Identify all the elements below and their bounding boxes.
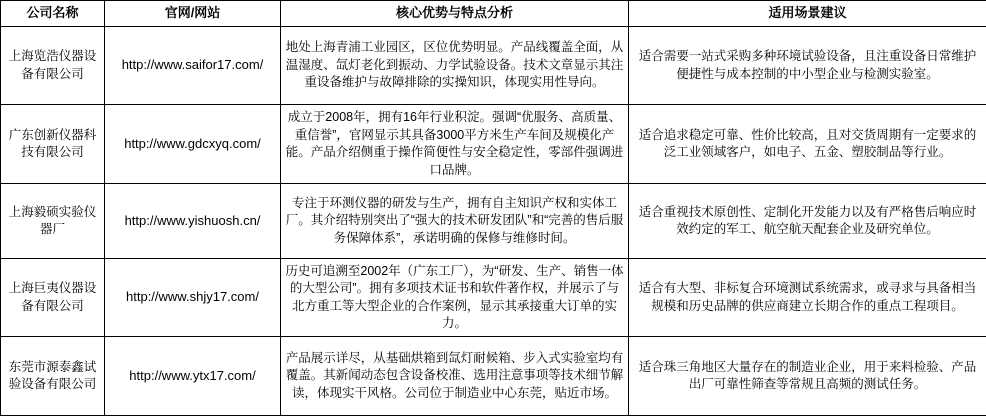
suggestion-cell: 适合珠三角地区大量存在的制造业企业，用于来料检验、产品出厂可靠性筛查等常规且高频的测试任务。 [629, 337, 986, 416]
analysis-cell: 产品展示详尽，从基础烘箱到氙灯耐候箱、步入式实验室均有覆盖。其新闻动态包含设备校准、选用注意事项等技术细节解读，体现实干风格。公司位于制造业中心东莞，贴近市场。 [281, 337, 629, 416]
suggestion-cell: 适合重视技术原创性、定制化开发能力以及有严格售后响应时效约定的军工、航空航天配套企业及研究单位。 [629, 184, 986, 259]
table-row [1, 105, 986, 184]
header-analysis: 核心优势与特点分析 [281, 1, 629, 27]
table-row [1, 27, 986, 105]
website-cell: http://www.saifor17.com/ [105, 27, 281, 105]
table-row [1, 259, 986, 337]
analysis-cell: 专注于环测仪器的研发与生产，拥有自主知识产权和实体工厂。其介绍特别突出了“强大的技术研发团队”和“完善的售后服务保障体系”，承诺明确的保修与维修时间。 [281, 184, 629, 259]
website-cell: http://www.yishuosh.cn/ [105, 184, 281, 259]
analysis-cell: 地处上海青浦工业园区，区位优势明显。产品线覆盖全面，从温湿度、氙灯老化到振动、力学试验设备。技术文章显示其注重设备维护与故障排除的实操知识，体现实用性导向。 [281, 27, 629, 105]
company-name-cell: 广东创新仪器科技有限公司 [1, 105, 105, 184]
table-row [1, 184, 986, 259]
website-cell: http://www.shjy17.com/ [105, 259, 281, 337]
header-company-name: 公司名称 [1, 1, 105, 27]
analysis-cell: 历史可追溯至2002年（广东工厂），为“研发、生产、销售一体的大型公司”。拥有多项技术证书和软件著作权，并展示了与北方重工等大型企业的合作案例，显示其承接重大订单的实力。 [281, 259, 629, 337]
header-website: 官网/网站 [105, 1, 281, 27]
analysis-cell: 成立于2008年，拥有16年行业积淀。强调“优服务、高质量、重信誉”，官网显示其具备3000平方米生产车间及规模化产能。产品介绍侧重于操作简便性与安全稳定性，零部件强调进口品牌。 [281, 105, 629, 184]
header-suggestion: 适用场景建议 [629, 1, 986, 27]
suggestion-cell: 适合有大型、非标复合环境测试系统需求，或寻求与具备相当规模和历史品牌的供应商建立长期合作的重点工程项目。 [629, 259, 986, 337]
table-row [1, 337, 986, 416]
company-name-cell: 上海毅硕实验仪器厂 [1, 184, 105, 259]
suggestion-cell: 适合需要一站式采购多种环境试验设备，且注重设备日常维护便捷性与成本控制的中小型企业与检测实验室。 [629, 27, 986, 105]
website-cell: http://www.gdcxyq.com/ [105, 105, 281, 184]
suggestion-cell: 适合追求稳定可靠、性价比较高，且对交货周期有一定要求的泛工业领域客户，如电子、五金、塑胶制品等行业。 [629, 105, 986, 184]
company-name-cell: 上海巨夷仪器设备有限公司 [1, 259, 105, 337]
table-header-row [1, 1, 986, 27]
company-name-cell: 上海览浩仪器设备有限公司 [1, 27, 105, 105]
company-name-cell: 东莞市源泰鑫试验设备有限公司 [1, 337, 105, 416]
website-cell: http://www.ytx17.com/ [105, 337, 281, 416]
